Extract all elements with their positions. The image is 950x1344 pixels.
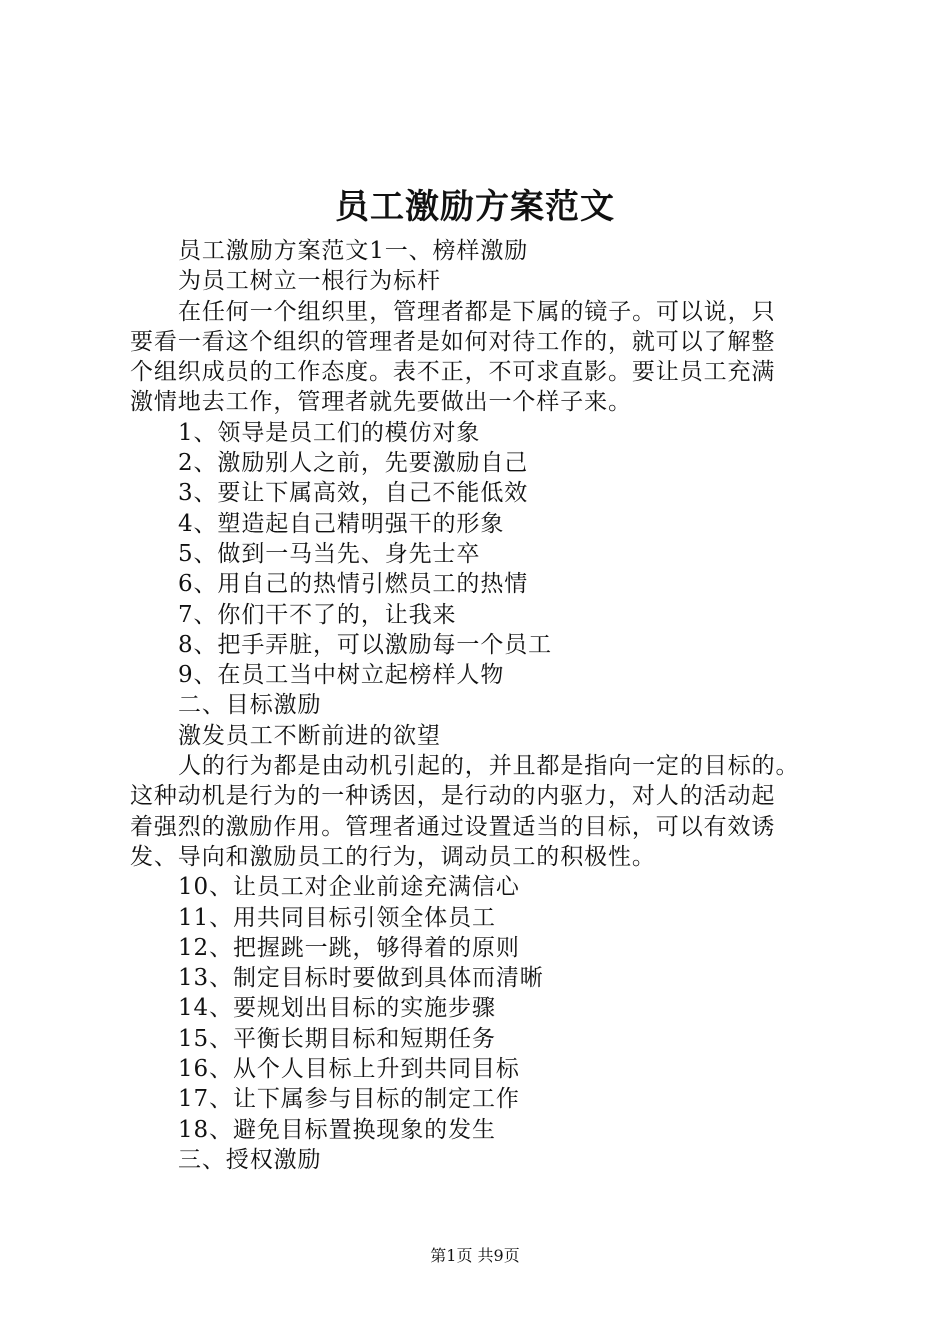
text-line: 6、用自己的热情引燃员工的热情: [178, 571, 529, 598]
text-line: 8、把手弄脏，可以激励每一个员工: [178, 631, 553, 658]
text-line: 17、让下属参与目标的制定工作: [178, 1086, 520, 1113]
document-body: [130, 236, 840, 1175]
text-line: 要看一看这个组织的管理者是如何对待工作的，就可以了解整: [130, 328, 776, 355]
text-line: 5、做到一马当先、身先士卒: [178, 540, 481, 567]
text-line: 个组织成员的工作态度。表不正，不可求直影。要让员工充满: [130, 359, 776, 386]
text-line: 9、在员工当中树立起榜样人物: [178, 662, 505, 689]
text-line: 13、制定目标时要做到具体而清晰: [178, 965, 544, 992]
text-line: 10、让员工对企业前途充满信心: [178, 874, 520, 901]
text-line: 12、把握跳一跳，够得着的原则: [178, 934, 520, 961]
text-line: 15、平衡长期目标和短期任务: [178, 1025, 496, 1052]
text-line: 在任何一个组织里，管理者都是下属的镜子。可以说，只: [178, 298, 776, 325]
text-line: 人的行为都是由动机引起的，并且都是指向一定的目标的。: [178, 753, 800, 780]
text-line: 16、从个人目标上升到共同目标: [178, 1056, 520, 1083]
text-line: 二、目标激励: [178, 692, 322, 719]
text-line: 激发员工不断前进的欲望: [178, 722, 441, 749]
text-line: 发、导向和激励员工的行为，调动员工的积极性。: [130, 843, 656, 870]
text-line: 2、激励别人之前，先要激励自己: [178, 450, 529, 477]
text-line: 4、塑造起自己精明强干的形象: [178, 510, 505, 537]
text-line: 14、要规划出目标的实施步骤: [178, 995, 496, 1022]
text-line: 3、要让下属高效，自己不能低效: [178, 480, 529, 507]
text-line: 激情地去工作，管理者就先要做出一个样子来。: [130, 389, 632, 416]
text-line: 员工激励方案范文1一、榜样激励: [178, 238, 529, 264]
text-line: 18、避免目标置换现象的发生: [178, 1116, 496, 1143]
text-line: 1、领导是员工们的模仿对象: [178, 419, 481, 446]
text-line: 为员工树立一根行为标杆: [178, 268, 441, 295]
document-title: 员工激励方案范文: [335, 187, 615, 227]
text-line: 7、你们干不了的，让我来: [178, 601, 457, 628]
text-line: 三、授权激励: [178, 1146, 322, 1173]
text-line: 这种动机是行为的一种诱因，是行动的内驱力，对人的活动起: [130, 783, 776, 810]
page-number-footer: 第1页 共9页: [430, 1246, 520, 1265]
text-line: 着强烈的激励作用。管理者通过设置适当的目标，可以有效诱: [130, 813, 776, 840]
text-line: 11、用共同目标引领全体员工: [178, 904, 496, 931]
